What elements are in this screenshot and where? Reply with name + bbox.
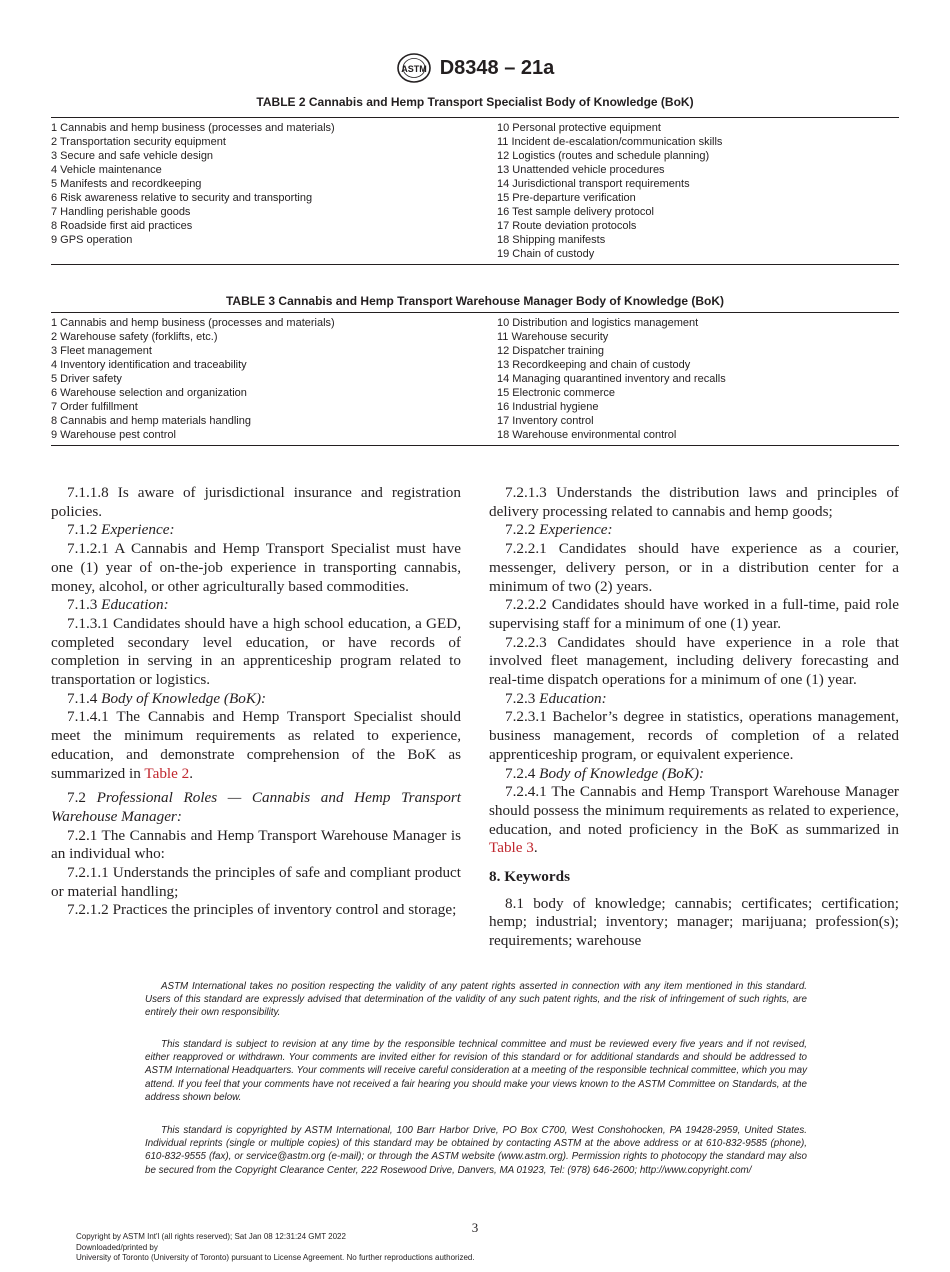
- table-cell: 8 Cannabis and hemp materials handling: [51, 415, 251, 427]
- table-cell: 2 Warehouse safety (forklifts, etc.): [51, 331, 218, 343]
- paragraph: 7.1.2.1 A Cannabis and Hemp Transport Specialist must have one (1) year of on-the-job experience in transporting cannabis, money, alcohol, or other agriculturally based commodities.: [51, 540, 461, 595]
- section-number: 7.1.4: [67, 689, 102, 707]
- table-cell: 3 Fleet management: [51, 345, 152, 357]
- download-footer: [76, 1232, 475, 1264]
- table-cell: 19 Chain of custody: [497, 248, 595, 260]
- table-cell: 2 Transportation security equipment: [51, 136, 226, 148]
- table-3-title: TABLE 3 Cannabis and Hemp Transport Warehouse Manager Body of Knowledge (BoK): [225, 294, 725, 308]
- section-heading: Education:: [101, 596, 169, 614]
- table-2-left-column: [51, 121, 497, 261]
- paragraph: 7.2.1.3 Understands the distribution laws and principles of delivery processing related to cannabis and hemp goods;: [489, 484, 899, 520]
- table-cell: 9 Warehouse pest control: [51, 429, 176, 441]
- table-cell: 3 Secure and safe vehicle design: [51, 150, 214, 162]
- table-3: [51, 293, 899, 446]
- table-cell: 13 Unattended vehicle procedures: [497, 164, 665, 176]
- footer-line: Downloaded/printed by: [76, 1242, 158, 1252]
- table-cell: 10 Distribution and logistics management: [497, 317, 699, 329]
- notice-text: ASTM International takes no position respecting the validity of any patent rights asserted in connection with any item mentioned in this standard. Users of this standard are expressly advised that determination of the validity of any such patent rights, and the risk of infringement of such rights, are entirely their own responsibility.: [145, 981, 807, 1019]
- section-heading: Experience:: [539, 521, 613, 539]
- table-cell: 4 Inventory identification and traceability: [51, 359, 247, 371]
- table-cell: 18 Warehouse environmental control: [497, 429, 677, 441]
- table-2-right-column: [497, 121, 899, 261]
- table-cell: 1 Cannabis and hemp business (processes and materials): [51, 122, 335, 134]
- body-left-column: [51, 484, 461, 920]
- table-cell: 7 Handling perishable goods: [51, 206, 191, 218]
- section-number: 7.1.3: [67, 596, 102, 614]
- page-header: [0, 52, 950, 84]
- table-cell: 9 GPS operation: [51, 234, 133, 246]
- table-cell: 5 Driver safety: [51, 373, 122, 385]
- paragraph: 8.1 body of knowledge; cannabis; certificates; certification; hemp; industrial; inventory; manager; marijuana; profession(s); requirements; warehouse: [489, 894, 899, 950]
- paragraph: 7.2.1 The Cannabis and Hemp Transport Warehouse Manager is an individual who:: [51, 826, 461, 863]
- body-right-column: [489, 484, 899, 951]
- table-cell: 14 Managing quarantined inventory and recalls: [497, 373, 726, 385]
- logo-text: ASTM: [400, 64, 427, 74]
- table-cell: 15 Pre-departure verification: [497, 192, 636, 204]
- section-number: 7.2: [67, 789, 97, 807]
- table-cell: 12 Logistics (routes and schedule planning): [497, 150, 710, 162]
- page-number: 3: [471, 1220, 479, 1235]
- paragraph: [51, 708, 461, 783]
- paragraph: 7.2.1.1 Understands the principles of safe and compliant product or material handling;: [51, 864, 461, 900]
- table-cell: 14 Jurisdictional transport requirements: [497, 178, 690, 190]
- notice-text: This standard is subject to revision at any time by the responsible technical committee and must be reviewed every five years and if not revised, either reapproved or withdrawn. Your comments are invited either for revision of this standard or for additional standards and should be addressed to ASTM International Headquarters. Your comments will receive careful consideration at a meeting of the responsible technical committee, which you may attend. If you feel that your comments have not received a fair hearing you should make your views known to the ASTM Committee on Standards, at the address shown below.: [145, 1039, 807, 1103]
- table-cell: 17 Route deviation protocols: [497, 220, 637, 232]
- table-cell: 6 Risk awareness relative to security and transporting: [51, 192, 313, 204]
- section-heading: Body of Knowledge (BoK):: [539, 764, 705, 782]
- table-3-body: [51, 312, 899, 446]
- paragraph: 7.2.2.2 Candidates should have worked in a full-time, paid role supervising staff for a minimum of one (1) year.: [489, 596, 899, 632]
- table-cell: 11 Incident de-escalation/communication skills: [497, 136, 723, 148]
- notice-text: This standard is copyrighted by ASTM International, 100 Barr Harbor Drive, PO Box C700, West Conshohocken, PA 19428-2959, United States. Individual reprints (single or multiple copies) of this standard may be obtained by contacting ASTM at the above address or at 610-832-9585 (phone), 610-832-9555 (fax), or service@astm.org (e-mail); or through the ASTM website (www.astm.org). Permission rights to photocopy the standard may also be secured from the Copyright Clearance Center, 222 Rosewood Drive, Danvers, MA 01923, Tel: (978) 646-2600; http://www.copyright.com/: [145, 1125, 807, 1176]
- paragraph: 7.2.3.1 Bachelor’s degree in statistics, operations management, business management, records of completion of a related apprenticeship program, or equivalent experience.: [489, 708, 899, 763]
- paragraph-end: .: [533, 839, 538, 857]
- table-cell: 15 Electronic commerce: [497, 387, 615, 399]
- section-heading: Education:: [539, 689, 607, 707]
- paragraph: 7.1.3.1 Candidates should have a high school education, a GED, completed secondary level education, or have records of completion in serving in an apprenticeship program related to transportation or logistics.: [51, 614, 461, 689]
- table-cell: 11 Warehouse security: [497, 331, 609, 343]
- paragraph: [51, 596, 461, 615]
- table-cell: 7 Order fulfillment: [51, 401, 138, 413]
- table-cell: 16 Test sample delivery protocol: [497, 206, 654, 218]
- table-2-link[interactable]: Table 2: [144, 764, 190, 782]
- paragraph: [51, 690, 461, 709]
- section-heading: Experience:: [101, 521, 175, 539]
- section-number: 7.2.3: [505, 689, 540, 707]
- table-cell: 17 Inventory control: [497, 415, 594, 427]
- table-cell: 16 Industrial hygiene: [497, 401, 599, 413]
- section-number: 7.1.2: [67, 521, 102, 539]
- table-3-right-column: [497, 316, 899, 442]
- table-2-body: [51, 117, 899, 265]
- table-cell: 4 Vehicle maintenance: [51, 164, 162, 176]
- paragraph: 7.2.1.2 Practices the principles of inventory control and storage;: [67, 901, 457, 919]
- document-id: D8348 – 21a: [439, 56, 555, 79]
- table-cell: 12 Dispatcher training: [497, 345, 605, 357]
- table-cell: 1 Cannabis and hemp business (processes and materials): [51, 317, 335, 329]
- paragraph: 7.1.1.8 Is aware of jurisdictional insurance and registration policies.: [51, 484, 461, 520]
- footer-line: University of Toronto (University of Toronto) pursuant to License Agreement. No further reproductions authorized.: [76, 1253, 475, 1262]
- section-number: 7.2.2: [505, 521, 540, 539]
- table-cell: 10 Personal protective equipment: [497, 122, 661, 134]
- paragraph-text: 7.1.4.1 The Cannabis and Hemp Transport Specialist should meet the minimum requirements as related to experience, education, and demonstrate comprehension of the BoK as summarized in: [51, 708, 461, 782]
- paragraph-text: 7.2.4.1 The Cannabis and Hemp Transport Warehouse Manager should possess the minimum requirements as related to experience, education, and noted proficiency in the BoK as summarized in: [489, 783, 899, 838]
- table-2-title: TABLE 2 Cannabis and Hemp Transport Specialist Body of Knowledge (BoK): [256, 95, 694, 109]
- paragraph-end: .: [189, 764, 194, 782]
- astm-logo-icon: [396, 52, 432, 84]
- table-cell: 8 Roadside first aid practices: [51, 220, 193, 232]
- section-heading: Professional Roles — Cannabis and Hemp Transport Warehouse Manager:: [51, 789, 461, 825]
- paragraph: [489, 521, 899, 540]
- paragraph: 7.2.2.3 Candidates should have experience in a role that involved fleet management, including delivery forecasting and real-time dispatch operations for a minimum of one (1) year.: [489, 633, 899, 689]
- table-cell: 6 Warehouse selection and organization: [51, 387, 247, 399]
- table-cell: 13 Recordkeeping and chain of custody: [497, 359, 691, 371]
- patent-notice: [145, 980, 807, 1020]
- section-number: 7.2.4: [505, 764, 540, 782]
- paragraph: [51, 521, 461, 540]
- table-2: [51, 94, 899, 265]
- paragraph: [489, 783, 899, 858]
- revision-notice: [145, 1038, 807, 1104]
- keywords-heading: 8. Keywords: [489, 868, 570, 886]
- table-cell: 18 Shipping manifests: [497, 234, 606, 246]
- paragraph: [489, 690, 899, 709]
- footer-line: Copyright by ASTM Int'l (all rights reserved); Sat Jan 08 12:31:24 GMT 2022: [76, 1232, 346, 1241]
- paragraph: 7.2.2.1 Candidates should have experience as a courier, messenger, delivery person, or in a distribution center for a minimum of two (2) years.: [489, 540, 899, 595]
- table-3-link[interactable]: Table 3: [489, 839, 534, 857]
- paragraph: [51, 789, 461, 826]
- section-heading: Body of Knowledge (BoK):: [101, 689, 267, 707]
- copyright-notice: [145, 1124, 807, 1177]
- paragraph: [489, 765, 899, 784]
- table-cell: 5 Manifests and recordkeeping: [51, 178, 202, 190]
- table-3-left-column: [51, 316, 497, 442]
